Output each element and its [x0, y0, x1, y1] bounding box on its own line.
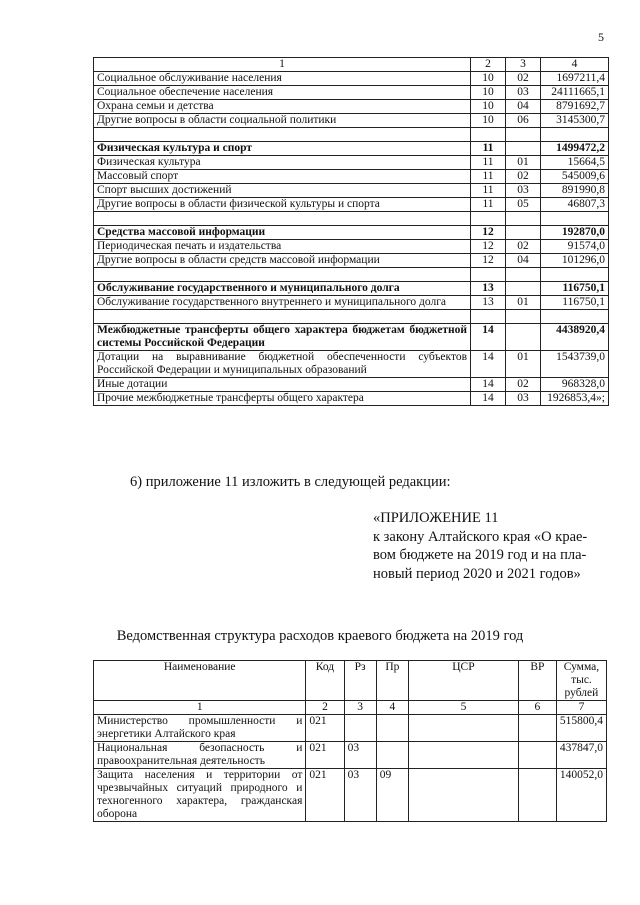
section-code: 10	[471, 86, 506, 100]
subsection-code: 05	[506, 198, 541, 212]
expense-type-code	[518, 715, 556, 742]
subsection-code: 02	[506, 240, 541, 254]
amount: 437847,0	[556, 742, 606, 769]
section-code: 14	[471, 378, 506, 392]
empty-cell	[506, 212, 541, 226]
appendix-line: к закону Алтайского края «О крае-	[373, 528, 588, 545]
section-code: 12	[471, 254, 506, 268]
header-cell: ВР	[518, 661, 556, 701]
appendix-line: новый период 2020 и 2021 годов»	[373, 565, 581, 582]
section-code	[344, 715, 376, 742]
item-name: Массовый спорт	[94, 170, 471, 184]
header-cell: Сумма, тыс. рублей	[556, 661, 606, 701]
appendix-title: «ПРИЛОЖЕНИЕ 11	[373, 510, 499, 526]
item-name: Другие вопросы в области социальной политики	[94, 114, 471, 128]
subsection-code	[506, 142, 541, 156]
section-code: 03	[344, 769, 376, 822]
amount: 1926853,4»;	[541, 392, 609, 406]
amount: 545009,6	[541, 170, 609, 184]
table-row	[94, 198, 609, 212]
section-code: 14	[471, 324, 506, 351]
empty-cell	[471, 268, 506, 282]
subsection-code: 04	[506, 254, 541, 268]
item-name: Физическая культура	[94, 156, 471, 170]
table-row	[94, 114, 609, 128]
section-code: 11	[471, 142, 506, 156]
subsection-code: 03	[506, 392, 541, 406]
empty-cell	[506, 128, 541, 142]
table-row	[94, 72, 609, 86]
subsection-code: 02	[506, 72, 541, 86]
column-number: 2	[306, 701, 344, 715]
expense-type-code	[518, 742, 556, 769]
subsection-code: 03	[506, 184, 541, 198]
ministry-code: 021	[306, 769, 344, 822]
table-row	[94, 351, 609, 378]
spacer-row	[94, 310, 609, 324]
table-row	[94, 170, 609, 184]
item-name: Другие вопросы в области средств массовой информации	[94, 254, 471, 268]
empty-cell	[94, 268, 471, 282]
subsection-code	[376, 742, 408, 769]
section-code: 11	[471, 184, 506, 198]
amount: 8791692,7	[541, 100, 609, 114]
empty-cell	[471, 128, 506, 142]
item-name: Прочие межбюджетные трансферты общего характера	[94, 392, 471, 406]
column-number: 6	[518, 701, 556, 715]
empty-cell	[94, 128, 471, 142]
item-name: Другие вопросы в области физической культуры и спорта	[94, 198, 471, 212]
spacer-row	[94, 128, 609, 142]
item-name: Обслуживание государственного внутреннего и муниципального долга	[94, 296, 471, 310]
subsection-code: 01	[506, 351, 541, 378]
table-row	[94, 240, 609, 254]
spacer-row	[94, 212, 609, 226]
column-number-row	[94, 701, 607, 715]
amount: 140052,0	[556, 769, 606, 822]
amount: 3145300,7	[541, 114, 609, 128]
section-code: 10	[471, 72, 506, 86]
section-code: 11	[471, 170, 506, 184]
empty-cell	[541, 310, 609, 324]
amount: 101296,0	[541, 254, 609, 268]
amount: 116750,1	[541, 282, 609, 296]
item-name: Национальная безопасность и правоохранительная деятельность	[94, 742, 306, 769]
amount: 24111665,1	[541, 86, 609, 100]
table-row	[94, 86, 609, 100]
target-code	[408, 715, 518, 742]
section-code: 11	[471, 156, 506, 170]
header-cell: Наименование	[94, 661, 306, 701]
section-code: 12	[471, 226, 506, 240]
amount: 4438920,4	[541, 324, 609, 351]
subsection-code: 06	[506, 114, 541, 128]
empty-cell	[94, 212, 471, 226]
item-name: Защита населения и территории от чрезвычайных ситуаций природного и техногенного характера, гражданская оборона	[94, 769, 306, 822]
subsection-code	[506, 282, 541, 296]
empty-cell	[471, 310, 506, 324]
empty-cell	[471, 212, 506, 226]
section-code: 14	[471, 392, 506, 406]
table-row	[94, 156, 609, 170]
subsection-code: 01	[506, 156, 541, 170]
section-row	[94, 142, 609, 156]
ministry-code: 021	[306, 742, 344, 769]
header-cell: 1	[94, 58, 471, 72]
empty-cell	[94, 310, 471, 324]
departmental-structure-title: Ведомственная структура расходов краевого бюджета на 2019 год	[116, 628, 524, 644]
table-header-row	[94, 58, 609, 72]
header-cell: 4	[541, 58, 609, 72]
target-code	[408, 769, 518, 822]
item-name: Министерство промышленности и энергетики Алтайского края	[94, 715, 306, 742]
subsection-code: 02	[506, 378, 541, 392]
item-name: Обслуживание государственного и муниципального долга	[94, 282, 471, 296]
item-name: Физическая культура и спорт	[94, 142, 471, 156]
section-code: 13	[471, 282, 506, 296]
amount: 46807,3	[541, 198, 609, 212]
page-number: 5	[598, 30, 604, 44]
column-number: 3	[344, 701, 376, 715]
expense-type-code	[518, 769, 556, 822]
table-row	[94, 378, 609, 392]
amount: 116750,1	[541, 296, 609, 310]
section-code: 03	[344, 742, 376, 769]
header-cell: Код	[306, 661, 344, 701]
table-row	[94, 254, 609, 268]
empty-cell	[506, 310, 541, 324]
section-code: 11	[471, 198, 506, 212]
amount: 1697211,4	[541, 72, 609, 86]
item-name: Социальное обеспечение населения	[94, 86, 471, 100]
amount: 15664,5	[541, 156, 609, 170]
item-name: Межбюджетные трансферты общего характера бюджетам бюджетной системы Российской Федерации	[94, 324, 471, 351]
section-code: 10	[471, 100, 506, 114]
section-row	[94, 226, 609, 240]
item-name: Периодическая печать и издательства	[94, 240, 471, 254]
section-code: 12	[471, 240, 506, 254]
item-name: Спорт высших достижений	[94, 184, 471, 198]
amount: 968328,0	[541, 378, 609, 392]
section-code: 10	[471, 114, 506, 128]
spacer-row	[94, 268, 609, 282]
item-name: Средства массовой информации	[94, 226, 471, 240]
empty-cell	[541, 128, 609, 142]
item-name: Дотации на выравнивание бюджетной обеспеченности субъектов Российской Федерации и муниципальных образований	[94, 351, 471, 378]
table-row	[94, 296, 609, 310]
amount: 1543739,0	[541, 351, 609, 378]
column-number: 7	[556, 701, 606, 715]
amount: 91574,0	[541, 240, 609, 254]
table-row	[94, 742, 607, 769]
item-name: Охрана семьи и детства	[94, 100, 471, 114]
subsection-code: 01	[506, 296, 541, 310]
table-row	[94, 184, 609, 198]
item-name: Социальное обслуживание населения	[94, 72, 471, 86]
subsection-code	[506, 226, 541, 240]
empty-cell	[506, 268, 541, 282]
subsection-code: 02	[506, 170, 541, 184]
amount: 192870,0	[541, 226, 609, 240]
header-cell: ЦСР	[408, 661, 518, 701]
table-row	[94, 715, 607, 742]
header-cell: Пр	[376, 661, 408, 701]
amount: 891990,8	[541, 184, 609, 198]
departmental-structure-table	[93, 660, 607, 822]
column-number: 1	[94, 701, 306, 715]
subsection-code: 03	[506, 86, 541, 100]
item-name: Иные дотации	[94, 378, 471, 392]
table-row	[94, 769, 607, 822]
subsection-code	[506, 324, 541, 351]
column-number: 4	[376, 701, 408, 715]
section-row	[94, 324, 609, 351]
table-row	[94, 392, 609, 406]
amendment-paragraph: 6) приложение 11 изложить в следующей редакции:	[130, 474, 451, 490]
table-header-row	[94, 661, 607, 701]
ministry-code: 021	[306, 715, 344, 742]
subsection-code	[376, 715, 408, 742]
expenditure-section-table	[93, 57, 609, 406]
section-code: 13	[471, 296, 506, 310]
empty-cell	[541, 268, 609, 282]
section-row	[94, 282, 609, 296]
empty-cell	[541, 212, 609, 226]
subsection-code: 04	[506, 100, 541, 114]
amount: 515800,4	[556, 715, 606, 742]
appendix-heading	[373, 509, 608, 583]
header-cell: 2	[471, 58, 506, 72]
subsection-code: 09	[376, 769, 408, 822]
header-cell: 3	[506, 58, 541, 72]
target-code	[408, 742, 518, 769]
amount: 1499472,2	[541, 142, 609, 156]
table-row	[94, 100, 609, 114]
appendix-line: вом бюджете на 2019 год и на пла-	[373, 547, 587, 563]
column-number: 5	[408, 701, 518, 715]
section-code: 14	[471, 351, 506, 378]
header-cell: Рз	[344, 661, 376, 701]
